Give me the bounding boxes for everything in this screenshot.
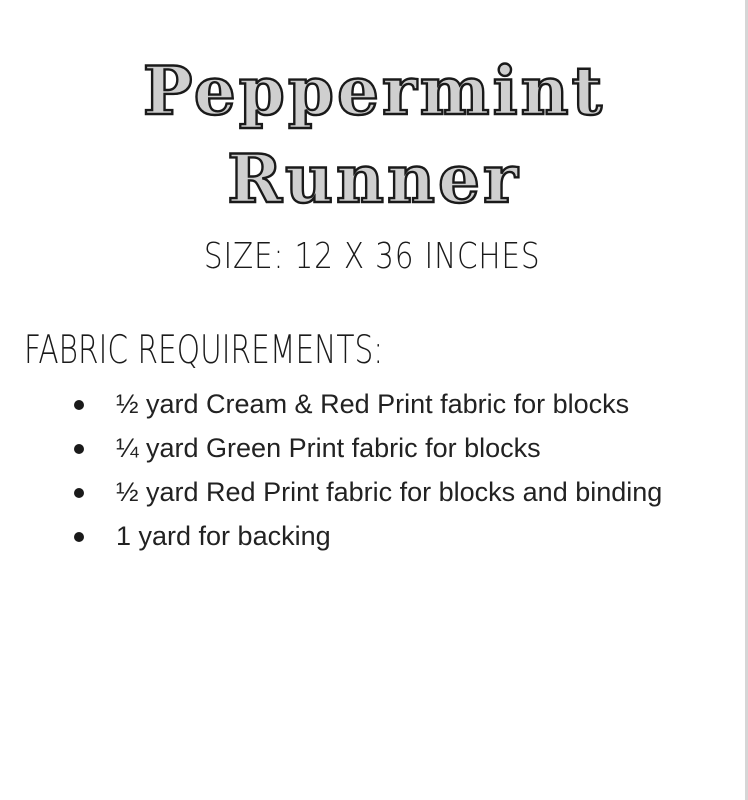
bullet-icon [74,488,84,498]
list-item [70,516,702,557]
fabric-requirements-heading: FABRIC REQUIREMENTS: [24,328,384,373]
title-line-1: Peppermint [142,52,606,130]
size-text: SIZE: 12 X 36 INCHES [203,236,541,277]
bullet-icon [74,532,84,542]
bullet-icon [74,400,84,410]
list-item [70,384,702,425]
list-item-text: ½ yard Red Print fabric for blocks and binding [116,477,663,507]
list-item [70,472,702,513]
bullet-icon [74,444,84,454]
list-item-text: 1 yard for backing [116,521,331,551]
title-line-2: Runner [227,140,521,218]
fabric-requirements-list [70,384,702,560]
list-item-text: ½ yard Cream & Red Print fabric for blocks [116,389,630,419]
list-item [70,428,702,469]
list-item-text: ¼ yard Green Print fabric for blocks [116,433,541,463]
